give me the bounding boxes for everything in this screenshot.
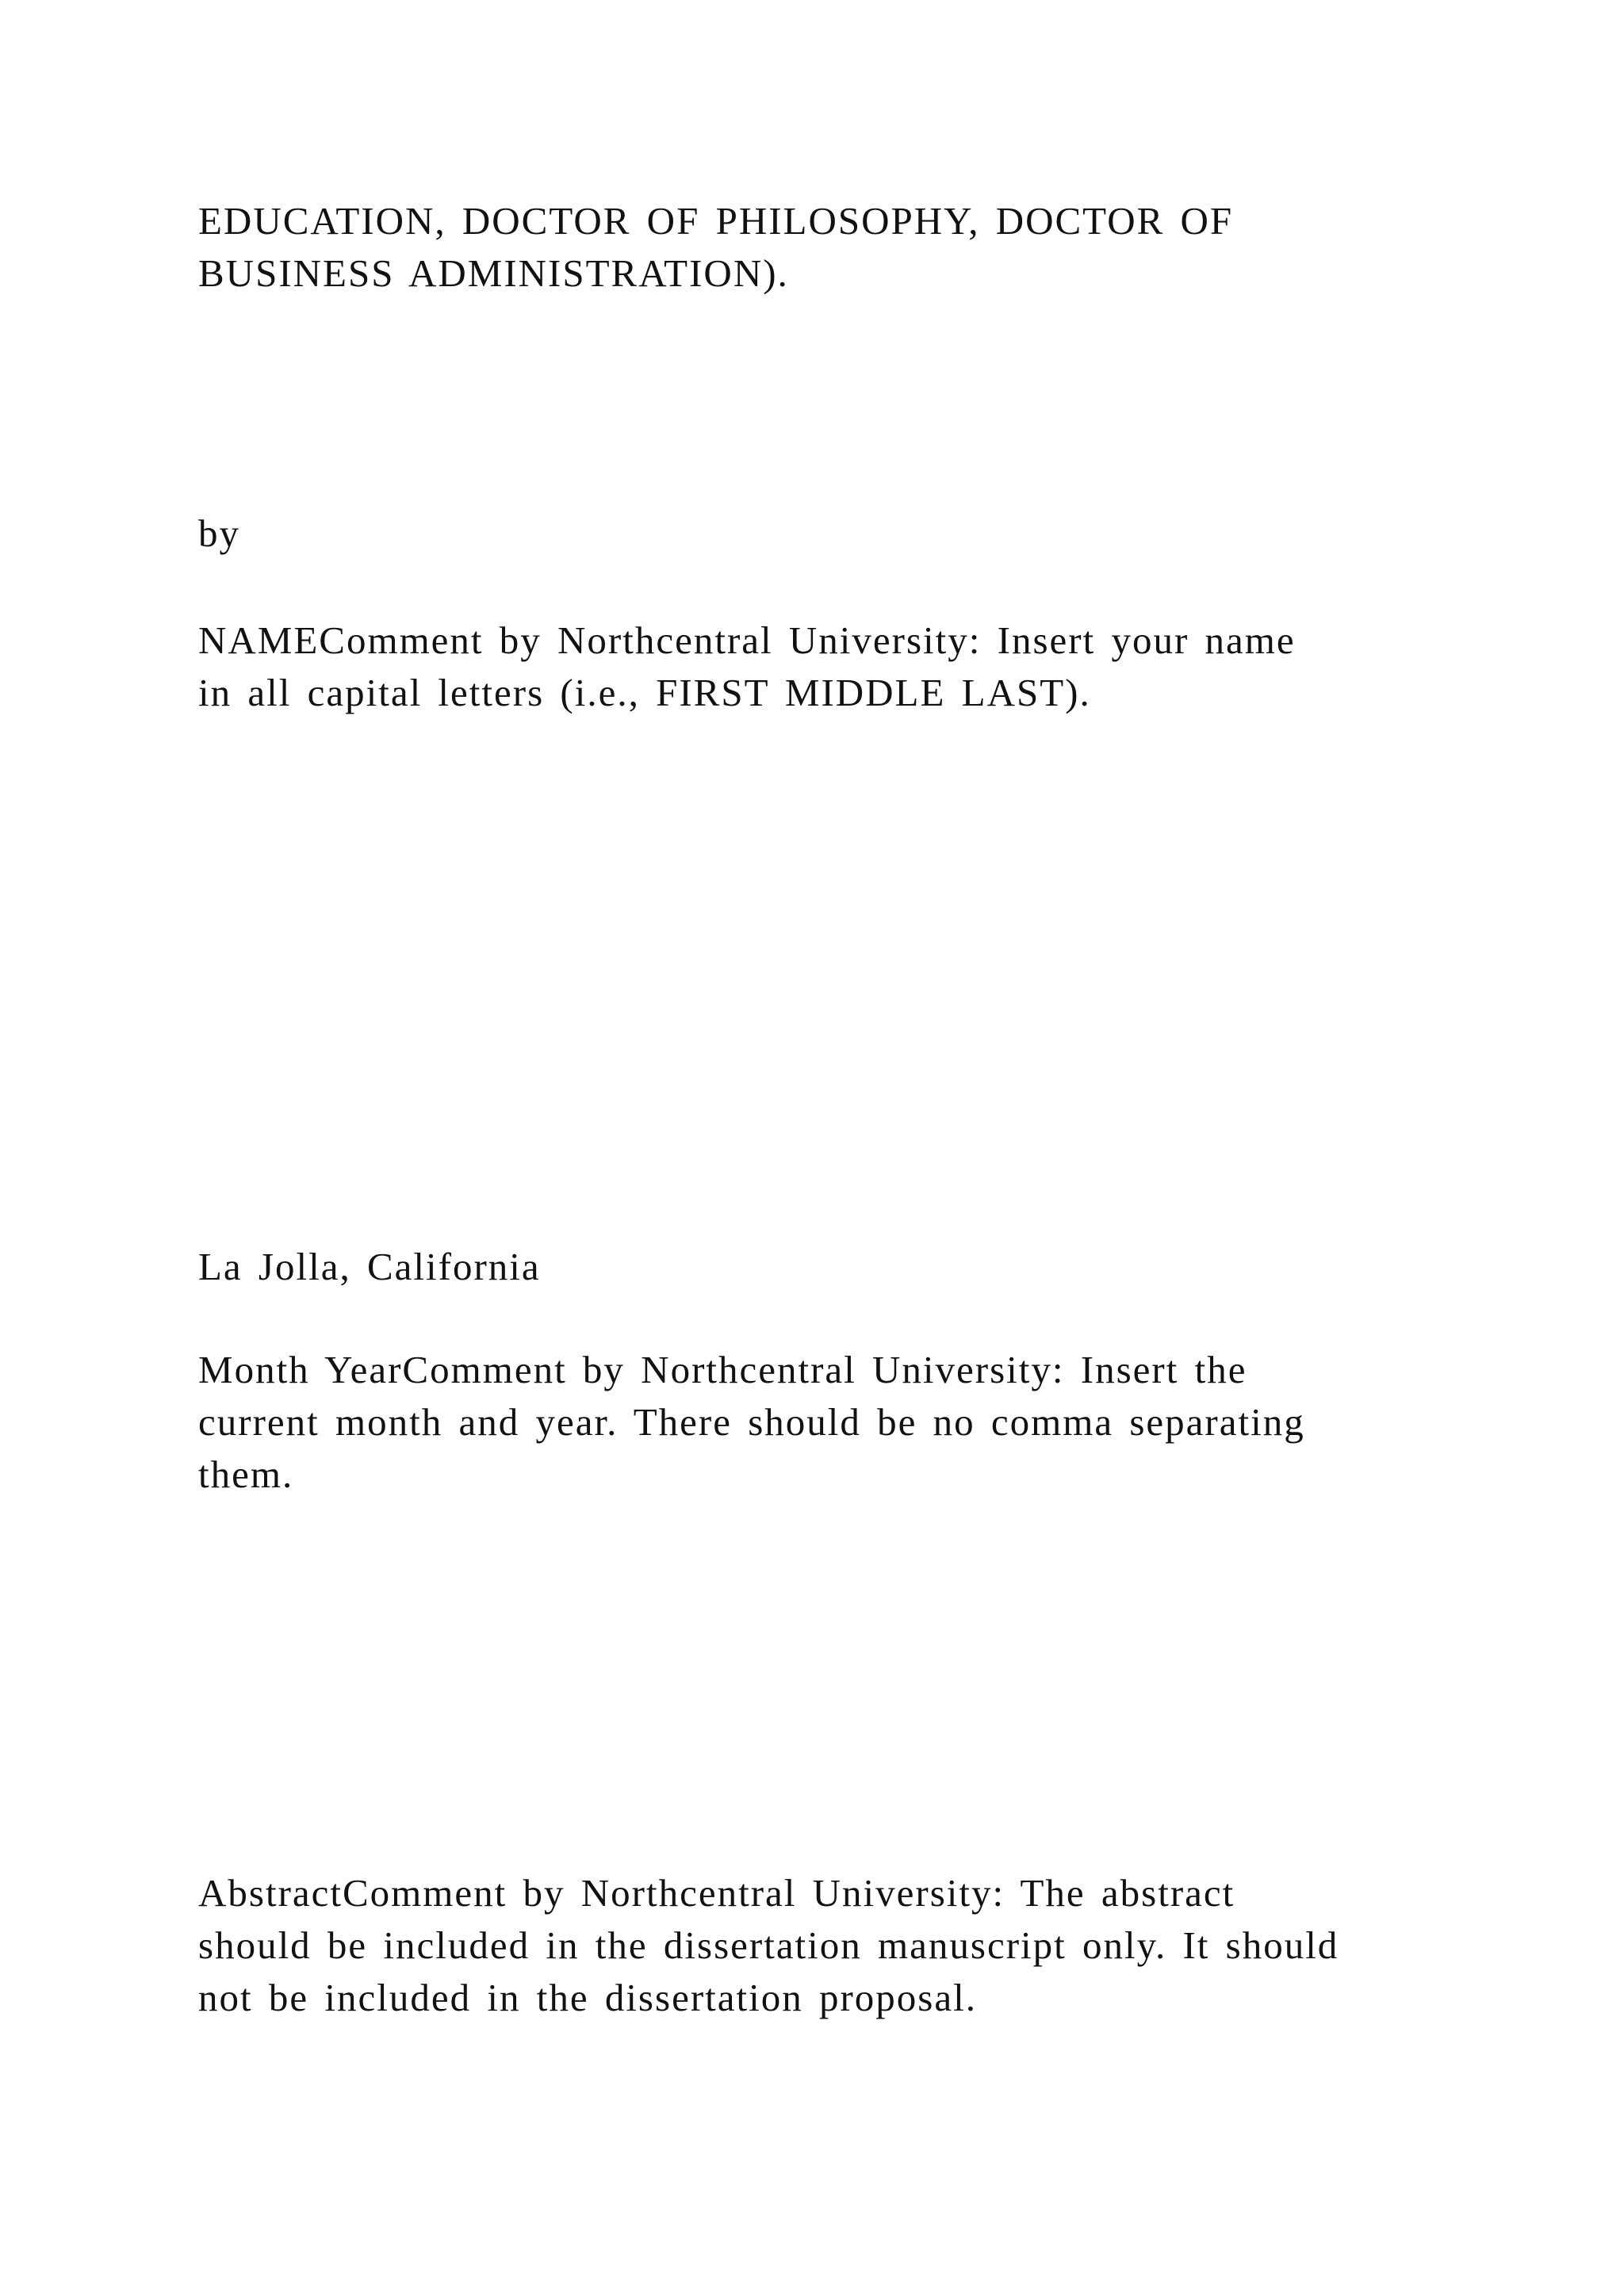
date-line: current month and year. There should be no comma separating [198,1400,1305,1444]
abstract-line: should be included in the dissertation manuscript only. It should [198,1923,1339,1967]
location: La Jolla, California [198,1245,541,1288]
date-line: them. [198,1452,294,1496]
degree-title-line: BUSINESS ADMINISTRATION). [198,251,789,295]
abstract-comment [198,1867,1435,2024]
degree-title [198,195,1435,300]
author-name-line: NAMEComment by Northcentral University: Insert your name [198,618,1296,662]
abstract-line: not be included in the dissertation proposal. [198,1976,977,2019]
author-name-comment [198,614,1435,719]
date-comment [198,1344,1435,1501]
author-name-line: in all capital letters (i.e., FIRST MIDDLE LAST). [198,671,1091,714]
degree-title-line: EDUCATION, DOCTOR OF PHILOSOPHY, DOCTOR OF [198,199,1234,243]
by-label: by [198,511,240,555]
date-line: Month YearComment by Northcentral University: Insert the [198,1348,1247,1391]
abstract-line: AbstractComment by Northcentral University: The abstract [198,1871,1235,1915]
